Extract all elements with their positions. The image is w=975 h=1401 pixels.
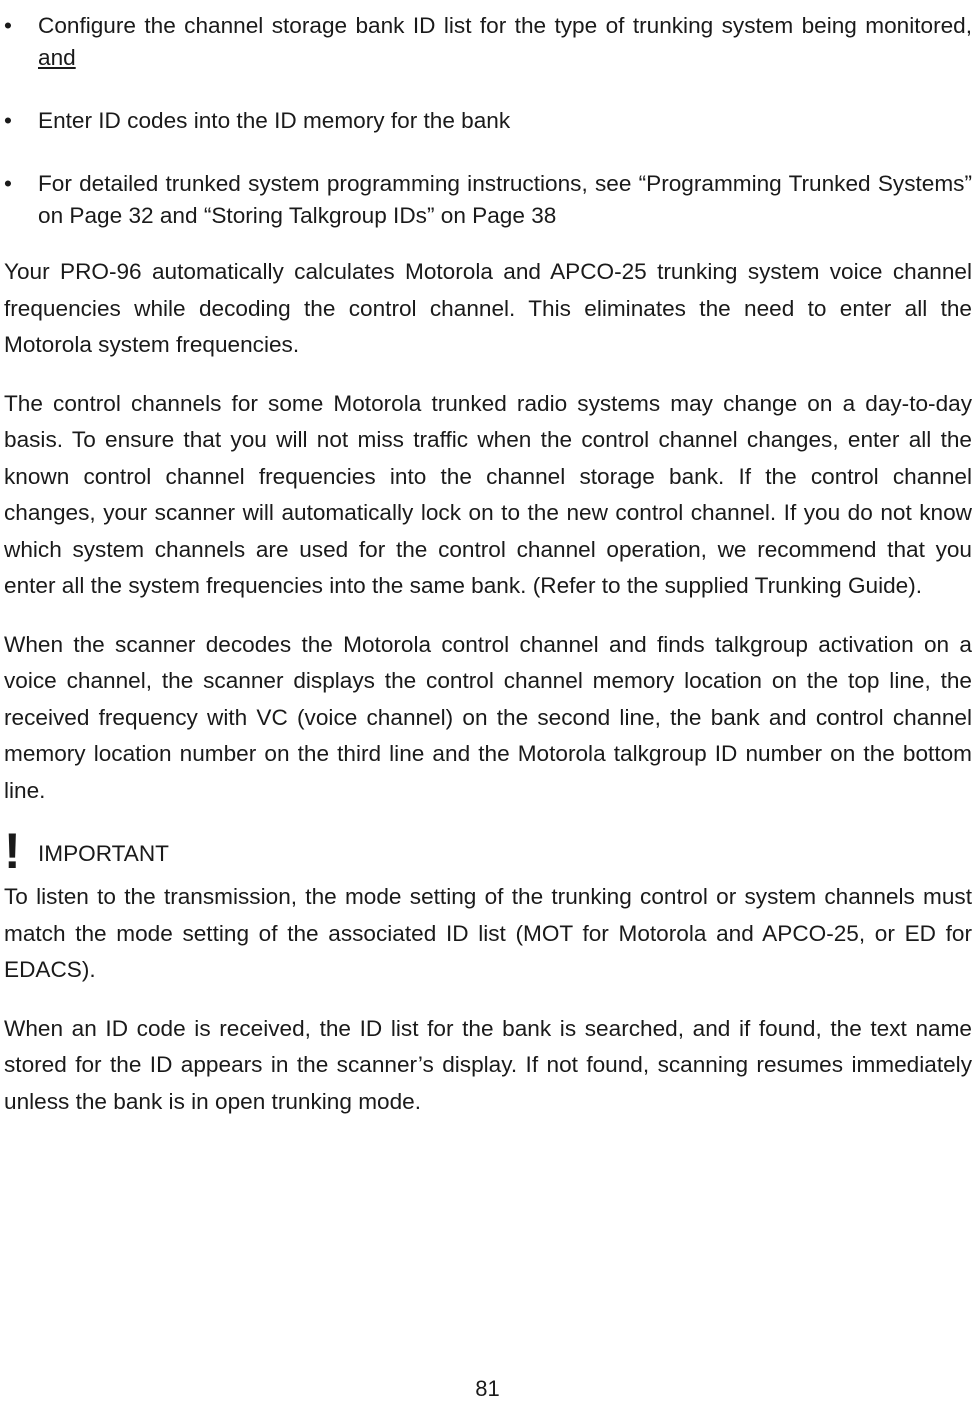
paragraph-control-channels: The control channels for some Motorola trunked radio systems may change on a day-to-day basis. To ensure that you will not miss traffic when the control channel changes, enter all the known control channel frequencies into the channel storage bank. If the control channel changes, your scanner will automatically lock on to the new control channel. If you do not know which system channels are used for the control channel operation, we recommend that you enter all the system frequencies into the same bank. (Refer to the supplied Trunking Guide).	[4, 390, 972, 598]
paragraph-auto-calculation: Your PRO-96 automatically calculates Motorola and APCO-25 trunking system voice channel frequencies while decoding the control channel. This eliminates the need to enter all the Motorola system frequencies.	[4, 259, 972, 357]
important-label: IMPORTANT	[38, 841, 169, 866]
important-notice-heading	[4, 823, 972, 879]
page-number: 81	[475, 1376, 500, 1401]
paragraph-display-lines: When the scanner decodes the Motorola control channel and finds talkgroup activation on a voice channel, the scanner displays the control channel memory location on the top line, the received frequency with VC (voice channel) on the second line, the bank and control channel memory location number on the third line and the Motorola talkgroup ID number on the bottom line.	[4, 631, 972, 803]
bullet-mark: •	[4, 108, 12, 133]
paragraph-id-code-received: When an ID code is received, the ID list for the bank is searched, and if found, the text name stored for the ID appears in the scanner’s display. If not found, scanning resumes immediately unless the bank is in open trunking mode.	[4, 1015, 972, 1114]
bullet-mark: •	[4, 171, 12, 196]
bullet-emphasis: and	[38, 45, 76, 70]
bullet-mark: •	[4, 13, 12, 38]
bullet-item-see-instructions	[4, 168, 972, 232]
bullet-list	[4, 10, 972, 232]
paragraph-mode-setting: To listen to the transmission, the mode setting of the trunking control or system channels must match the mode setting of the associated ID list (MOT for Motorola and APCO-25, or ED for EDACS).	[4, 884, 972, 982]
bullet-text: Enter ID codes into the ID memory for the bank	[38, 108, 511, 133]
bullet-text: Configure the channel storage bank ID list for the type of trunking system being monitored,	[38, 13, 972, 38]
exclamation-icon: !	[4, 823, 21, 879]
bullet-item-configure-id-list	[4, 10, 972, 74]
bullet-text: For detailed trunked system programming instructions, see “Programming Trunked Systems” on Page 32 and “Storing Talkgroup IDs” on Page 38	[38, 171, 972, 228]
manual-page	[4, 10, 972, 1142]
bullet-item-enter-id-codes	[4, 105, 972, 137]
